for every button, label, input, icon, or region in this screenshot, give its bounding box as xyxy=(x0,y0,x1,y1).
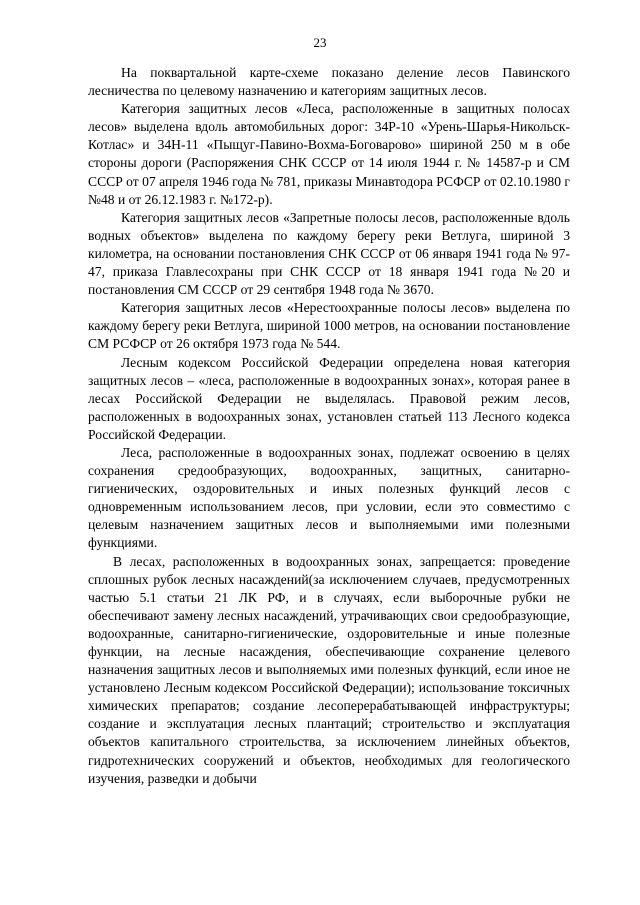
paragraph-water-zone-use: Леса, расположенные в водоохранных зонах, подлежат освоению в целях сохранения средообразующих, водоохранных, защитных, санитарно-гигиенических, оздоровительных и иных полезных функций лесов с одновременным использованием лесов, при условии, если это совместимо с целевым назначением защитных лесов и выполняемыми ими полезными функциями. xyxy=(88,444,570,551)
paragraph-water-restricted-strips: Категория защитных лесов «Запретные полосы лесов, расположенные вдоль водных объектов» выделена по каждому берегу реки Ветлуга, шириной 3 километра, на основании постановления СНК СССР от 06 января 1941 года № 97-47, приказа Главлесохраны при СНК СССР от 18 января 1941 года №20 и постановления СМ СССР от 29 сентября 1948 года № 3670. xyxy=(88,209,570,298)
page-number: 23 xyxy=(313,35,327,50)
paragraph-spawning-protection-strips: Категория защитных лесов «Нерестоохранные полосы лесов» выделена по каждому берегу реки Ветлуга, шириной 1000 метров, на основании постановление СМ РСФСР от 26 октября 1973 года № 544. xyxy=(88,300,570,352)
paragraph-water-zone-prohibitions: В лесах, расположенных в водоохранных зонах, запрещается: проведение сплошных рубок лесных насаждений(за исключением случаев, предусмотренных частью 5.1 статьи 21 ЛК РФ, и в случаях, если выборочные рубки не обеспечивают замену лесных насаждений, утрачивающих свои средообразующие, водоохранные, санитарно-гигиенические, оздоровительные и иные полезные функции, на лесные насаждения, обеспечивающие сохранение целевого назначения защитных лесов и выполняемых ими полезных функций, если иное не установлено Лесным кодексом Российской Федерации); использование токсичных химических препаратов; создание лесоперерабатывающей инфраструктуры; создание и эксплуатация лесных плантаций; строительство и эксплуатация объектов капитального строительства, за исключением линейных объектов, гидротехнических сооружений и объектов, необходимых для геологического изучения, разведки и добычи xyxy=(88,553,570,786)
paragraph-map-description: На поквартальной карте-схеме показано деление лесов Павинского лесничества по целевому назначению и категориям защитных лесов. xyxy=(88,65,570,99)
page-body xyxy=(88,64,570,788)
paragraph-new-category: Лесным кодексом Российской Федерации определена новая категория защитных лесов – «леса, расположенные в водоохранных зонах», которая ранее в лесах Российской Федерации не выделялась. Правовой режим лесов, расположенных в водоохранных зонах, установлен статьей 113 Лесного кодекса Российской Федерации. xyxy=(88,354,570,442)
paragraph-road-protection-strips: Категория защитных лесов «Леса, расположенные в защитных полосах лесов» выделена вдоль автомобильных дорог: 34Р-10 «Урень-Шарья-Никольск-Котлас» и 34Н-11 «Пыщуг-Павино-Вохма-Боговарово» шириной 250 м в обе стороны дороги (Распоряжения СНК СССР от 14 июля 1944 г. № 14587-р и СМ СССР от 07 апреля 1946 года № 781, приказы Минавтодора РСФСР от 02.10.1980 г №48 и от 26.12.1983 г. №172-р). xyxy=(88,101,570,207)
